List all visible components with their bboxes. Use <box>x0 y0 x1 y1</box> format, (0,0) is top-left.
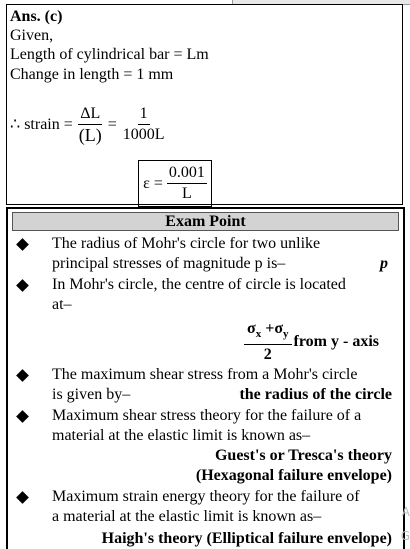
epsilon-denominator: L <box>181 185 192 202</box>
epsilon-numerator: 0.001 <box>167 164 207 184</box>
exam-point-header <box>12 212 399 231</box>
change-text: Change in length = 1 mm <box>10 66 174 83</box>
exam-point-box <box>6 207 405 549</box>
sigma-x: σ <box>247 320 256 337</box>
length-text: Length of cylindrical bar = Lm <box>10 46 209 63</box>
item-line: Maximum shear stress theory for the failure of a <box>52 407 362 424</box>
therefore-symbol: ∴ <box>10 116 21 133</box>
item-answer: Haigh's theory (Elliptical failure envelope) <box>101 530 392 547</box>
given-text: Given, <box>10 27 54 44</box>
exam-point-title: Exam Point <box>165 213 246 230</box>
item-answer: from y - axis <box>293 333 379 351</box>
plus-sign: + <box>265 320 275 337</box>
diamond-bullet-icon <box>16 279 29 292</box>
strain-fraction-2 <box>121 105 167 144</box>
answer-box <box>6 4 403 205</box>
strain-equation <box>10 105 167 144</box>
answer-label: Ans. (c) <box>10 8 63 25</box>
item-line: at– <box>52 296 72 313</box>
numerator-one: 1 <box>138 105 150 125</box>
item-line: material at the elastic limit is known as– <box>52 427 311 444</box>
item-answer: p <box>380 255 388 272</box>
item-answer: (Hexagonal failure envelope) <box>195 467 392 484</box>
watermark <box>396 500 410 549</box>
sigma-fraction <box>244 319 292 365</box>
item-line: The radius of Mohr's circle for two unlike <box>52 235 321 252</box>
sub-x: x <box>255 328 262 341</box>
diamond-bullet-icon <box>16 238 29 251</box>
watermark-line: A <box>401 505 410 519</box>
item-line: The maximum shear stress from a Mohr's circle <box>52 366 358 383</box>
item-line: a material at the elastic limit is known as– <box>52 508 322 525</box>
item-line: In Mohr's circle, the centre of circle is located <box>52 276 346 293</box>
epsilon-fraction <box>167 164 207 203</box>
denominator-1000l: 1000L <box>122 126 165 143</box>
item-line: is given by– <box>52 386 131 403</box>
delta-l: ΔL <box>78 105 102 125</box>
epsilon-symbol: ε = <box>143 175 163 192</box>
item-line: Maximum strain energy theory for the failure of <box>52 488 360 505</box>
item-answer: the radius of the circle <box>239 386 392 403</box>
strain-fraction-1 <box>77 105 104 144</box>
diamond-bullet-icon <box>16 410 29 423</box>
sub-y: y <box>283 328 289 341</box>
item-answer: Guest's or Tresca's theory <box>214 447 392 464</box>
epsilon-result-box <box>138 160 212 207</box>
paren-l: (L) <box>78 125 102 145</box>
diamond-bullet-icon <box>16 369 29 382</box>
centre-formula <box>244 319 379 365</box>
sigma-denominator: 2 <box>263 346 272 364</box>
watermark-line: G <box>400 529 410 543</box>
sigma-y: σ <box>274 320 284 337</box>
item-line: principal stresses of magnitude p is– <box>52 255 286 272</box>
strain-label: strain = <box>24 116 73 133</box>
equals-sign: = <box>107 116 117 133</box>
diamond-bullet-icon <box>16 491 29 504</box>
